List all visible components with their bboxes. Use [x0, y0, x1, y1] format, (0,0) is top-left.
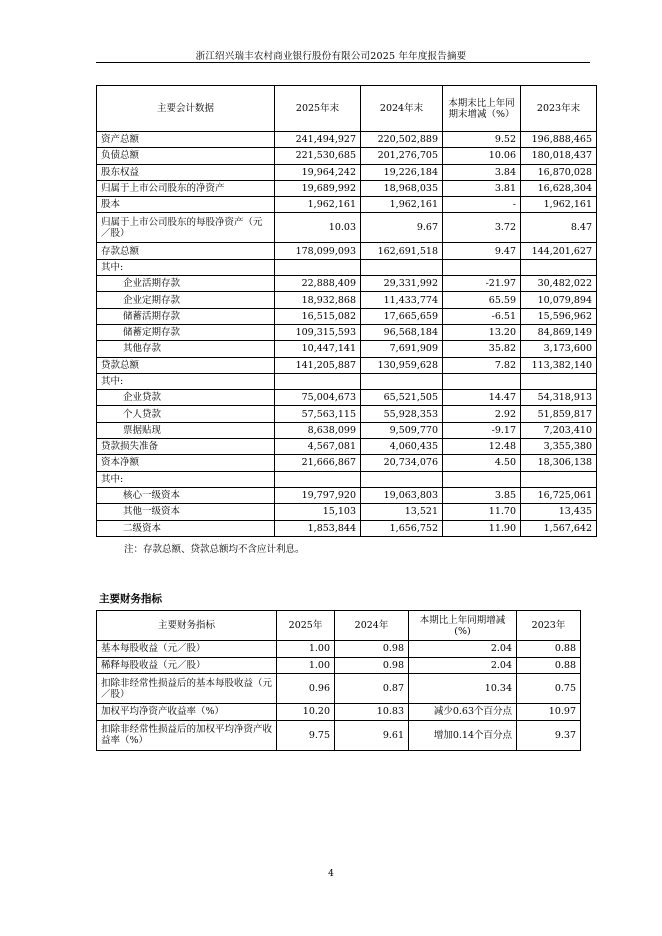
- value-cell: 0.88: [517, 657, 581, 674]
- row-label: 其中:: [97, 373, 275, 389]
- value-cell: 180,018,437: [521, 148, 597, 164]
- header-cell: 2023年末: [521, 86, 597, 132]
- table-row: [97, 197, 597, 213]
- value-cell: 29,331,992: [361, 276, 443, 292]
- table-row: [97, 641, 581, 658]
- value-cell: 65.59: [443, 292, 521, 308]
- value-cell: 22,888,409: [275, 276, 361, 292]
- table-row: [97, 341, 597, 357]
- table-row: [97, 357, 597, 373]
- table-row: [97, 471, 597, 487]
- table-row: [97, 148, 597, 164]
- value-cell: 30,482,022: [521, 276, 597, 292]
- header-rule: [96, 62, 590, 63]
- value-cell: 2.92: [443, 406, 521, 422]
- table-row: [97, 373, 597, 389]
- section-title: 主要财务指标: [99, 593, 162, 605]
- row-label: 核心一级资本: [97, 487, 275, 503]
- value-cell: [521, 471, 597, 487]
- value-cell: -9.17: [443, 422, 521, 438]
- value-cell: 241,494,927: [275, 132, 361, 148]
- table-row: [97, 422, 597, 438]
- table-note: 注：存款总额、贷款总额均不含应计利息。: [124, 544, 305, 555]
- value-cell: 9.75: [277, 720, 335, 750]
- value-cell: 1,962,161: [275, 197, 361, 213]
- value-cell: 2.04: [409, 657, 517, 674]
- header-cell: 主要财务指标: [97, 611, 277, 641]
- value-cell: 14.47: [443, 390, 521, 406]
- row-label: 负债总额: [97, 148, 275, 164]
- value-cell: 20,734,076: [361, 455, 443, 471]
- value-cell: [443, 259, 521, 275]
- row-label: 企业定期存款: [97, 292, 275, 308]
- value-cell: 8.47: [521, 213, 597, 243]
- value-cell: [521, 259, 597, 275]
- value-cell: 1,853,844: [275, 520, 361, 536]
- value-cell: 17,665,659: [361, 308, 443, 324]
- value-cell: 9.61: [335, 720, 409, 750]
- table-row: [97, 487, 597, 503]
- value-cell: 1.00: [277, 657, 335, 674]
- value-cell: 0.98: [335, 657, 409, 674]
- header-cell: 2025年末: [275, 86, 361, 132]
- value-cell: 19,964,242: [275, 164, 361, 180]
- value-cell: 3,355,380: [521, 439, 597, 455]
- value-cell: [275, 471, 361, 487]
- table-row: [97, 504, 597, 520]
- row-label: 股本: [97, 197, 275, 213]
- table-row: [97, 259, 597, 275]
- table-row: [97, 520, 597, 536]
- value-cell: 55,928,353: [361, 406, 443, 422]
- row-label: 资产总额: [97, 132, 275, 148]
- value-cell: 18,968,035: [361, 180, 443, 196]
- row-label: 归属于上市公司股东的每股净资产（元／股）: [97, 213, 275, 243]
- value-cell: [443, 471, 521, 487]
- value-cell: -6.51: [443, 308, 521, 324]
- value-cell: 10.97: [517, 704, 581, 721]
- value-cell: 8,638,099: [275, 422, 361, 438]
- value-cell: 10,079,894: [521, 292, 597, 308]
- value-cell: 21,666,867: [275, 455, 361, 471]
- value-cell: 12.48: [443, 439, 521, 455]
- row-label: 其他一级资本: [97, 504, 275, 520]
- value-cell: 1,656,752: [361, 520, 443, 536]
- value-cell: 130,959,628: [361, 357, 443, 373]
- value-cell: 141,205,887: [275, 357, 361, 373]
- value-cell: 3.84: [443, 164, 521, 180]
- value-cell: 15,103: [275, 504, 361, 520]
- value-cell: 196,888,465: [521, 132, 597, 148]
- row-label: 其中:: [97, 471, 275, 487]
- table-row: [97, 390, 597, 406]
- value-cell: 9.52: [443, 132, 521, 148]
- row-label: 加权平均净资产收益率（%）: [97, 704, 277, 721]
- value-cell: 4,060,435: [361, 439, 443, 455]
- value-cell: 57,563,115: [275, 406, 361, 422]
- row-label: 贷款损失准备: [97, 439, 275, 455]
- value-cell: 221,530,685: [275, 148, 361, 164]
- value-cell: 1,962,161: [521, 197, 597, 213]
- table-row: [97, 180, 597, 196]
- row-label: 储蓄活期存款: [97, 308, 275, 324]
- table-row: [97, 324, 597, 340]
- value-cell: 144,201,627: [521, 243, 597, 259]
- header-cell: 2024年末: [361, 86, 443, 132]
- table-row: [97, 164, 597, 180]
- value-cell: 9.37: [517, 720, 581, 750]
- row-label: 票据贴现: [97, 422, 275, 438]
- table-row: [97, 308, 597, 324]
- table-row: [97, 657, 581, 674]
- row-label: 贷款总额: [97, 357, 275, 373]
- value-cell: 18,932,868: [275, 292, 361, 308]
- row-label: 资本净额: [97, 455, 275, 471]
- table-row: [97, 674, 581, 704]
- value-cell: 7,691,909: [361, 341, 443, 357]
- value-cell: 10.06: [443, 148, 521, 164]
- value-cell: 10,447,141: [275, 341, 361, 357]
- row-label: 企业活期存款: [97, 276, 275, 292]
- value-cell: 201,276,705: [361, 148, 443, 164]
- value-cell: 9,509,770: [361, 422, 443, 438]
- header-cell: 2025年: [277, 611, 335, 641]
- table-row: [97, 455, 597, 471]
- value-cell: 51,859,817: [521, 406, 597, 422]
- value-cell: 220,502,889: [361, 132, 443, 148]
- value-cell: 19,063,803: [361, 487, 443, 503]
- value-cell: [443, 373, 521, 389]
- row-label: 企业贷款: [97, 390, 275, 406]
- row-label: 存款总额: [97, 243, 275, 259]
- value-cell: 18,306,138: [521, 455, 597, 471]
- value-cell: 10.03: [275, 213, 361, 243]
- value-cell: [361, 259, 443, 275]
- value-cell: 15,596,962: [521, 308, 597, 324]
- page-number: 4: [328, 869, 334, 879]
- header-cell: 主要会计数据: [97, 86, 275, 132]
- value-cell: 10.34: [409, 674, 517, 704]
- row-label: 扣除非经常性损益后的基本每股收益（元／股）: [97, 674, 277, 704]
- value-cell: 3.81: [443, 180, 521, 196]
- value-cell: 1,962,161: [361, 197, 443, 213]
- value-cell: 16,515,082: [275, 308, 361, 324]
- row-label: 个人贷款: [97, 406, 275, 422]
- accounting-data-table: [96, 85, 597, 537]
- value-cell: 16,870,028: [521, 164, 597, 180]
- row-label: 稀释每股收益（元／股）: [97, 657, 277, 674]
- table-header-row: [97, 611, 581, 641]
- value-cell: 0.88: [517, 641, 581, 658]
- value-cell: 0.98: [335, 641, 409, 658]
- row-label: 基本每股收益（元／股）: [97, 641, 277, 658]
- table-row: [97, 406, 597, 422]
- value-cell: -: [443, 197, 521, 213]
- table-row: [97, 213, 597, 243]
- value-cell: 10.20: [277, 704, 335, 721]
- value-cell: [361, 471, 443, 487]
- table-row: [97, 276, 597, 292]
- value-cell: [521, 373, 597, 389]
- value-cell: 3.72: [443, 213, 521, 243]
- value-cell: 19,689,992: [275, 180, 361, 196]
- financial-indicators-table: [96, 610, 581, 751]
- value-cell: -21.97: [443, 276, 521, 292]
- header-cell: 2023年: [517, 611, 581, 641]
- value-cell: 11.70: [443, 504, 521, 520]
- value-cell: 9.67: [361, 213, 443, 243]
- table-header-row: [97, 86, 597, 132]
- value-cell: 3.85: [443, 487, 521, 503]
- value-cell: 109,315,593: [275, 324, 361, 340]
- value-cell: [361, 373, 443, 389]
- table-row: [97, 704, 581, 721]
- value-cell: 7,203,410: [521, 422, 597, 438]
- value-cell: 11,433,774: [361, 292, 443, 308]
- value-cell: 13.20: [443, 324, 521, 340]
- row-label: 其他存款: [97, 341, 275, 357]
- value-cell: 11.90: [443, 520, 521, 536]
- value-cell: 113,382,140: [521, 357, 597, 373]
- value-cell: 2.04: [409, 641, 517, 658]
- table-row: [97, 243, 597, 259]
- row-label: 储蓄定期存款: [97, 324, 275, 340]
- value-cell: 16,725,061: [521, 487, 597, 503]
- value-cell: 4,567,081: [275, 439, 361, 455]
- value-cell: [275, 373, 361, 389]
- value-cell: 10.83: [335, 704, 409, 721]
- value-cell: 4.50: [443, 455, 521, 471]
- value-cell: 162,691,518: [361, 243, 443, 259]
- row-label: 归属于上市公司股东的净资产: [97, 180, 275, 196]
- row-label: 其中:: [97, 259, 275, 275]
- header-cell: 本期末比上年同期末增减（%）: [443, 86, 521, 132]
- row-label: 二级资本: [97, 520, 275, 536]
- value-cell: [275, 259, 361, 275]
- row-label: 股东权益: [97, 164, 275, 180]
- value-cell: 75,004,673: [275, 390, 361, 406]
- table-row: [97, 439, 597, 455]
- value-cell: 0.87: [335, 674, 409, 704]
- value-cell: 35.82: [443, 341, 521, 357]
- page-header: 浙江绍兴瑞丰农村商业银行股份有限公司2025 年年度报告摘要: [195, 51, 467, 62]
- row-label: 扣除非经常性损益后的加权平均净资产收益率（%）: [97, 720, 277, 750]
- value-cell: 3,173,600: [521, 341, 597, 357]
- header-cell: 本期比上年同期增减(%): [409, 611, 517, 641]
- table-row: [97, 132, 597, 148]
- value-cell: 19,226,184: [361, 164, 443, 180]
- table-row: [97, 292, 597, 308]
- value-cell: 96,568,184: [361, 324, 443, 340]
- value-cell: 178,099,093: [275, 243, 361, 259]
- value-cell: 84,869,149: [521, 324, 597, 340]
- value-cell: 9.47: [443, 243, 521, 259]
- value-cell: 1.00: [277, 641, 335, 658]
- value-cell: 增加0.14个百分点: [409, 720, 517, 750]
- value-cell: 54,318,913: [521, 390, 597, 406]
- value-cell: 19,797,920: [275, 487, 361, 503]
- value-cell: 7.82: [443, 357, 521, 373]
- value-cell: 1,567,642: [521, 520, 597, 536]
- value-cell: 0.96: [277, 674, 335, 704]
- value-cell: 减少0.63个百分点: [409, 704, 517, 721]
- value-cell: 0.75: [517, 674, 581, 704]
- value-cell: 13,521: [361, 504, 443, 520]
- table-row: [97, 720, 581, 750]
- value-cell: 13,435: [521, 504, 597, 520]
- header-cell: 2024年: [335, 611, 409, 641]
- value-cell: 65,521,505: [361, 390, 443, 406]
- value-cell: 16,628,304: [521, 180, 597, 196]
